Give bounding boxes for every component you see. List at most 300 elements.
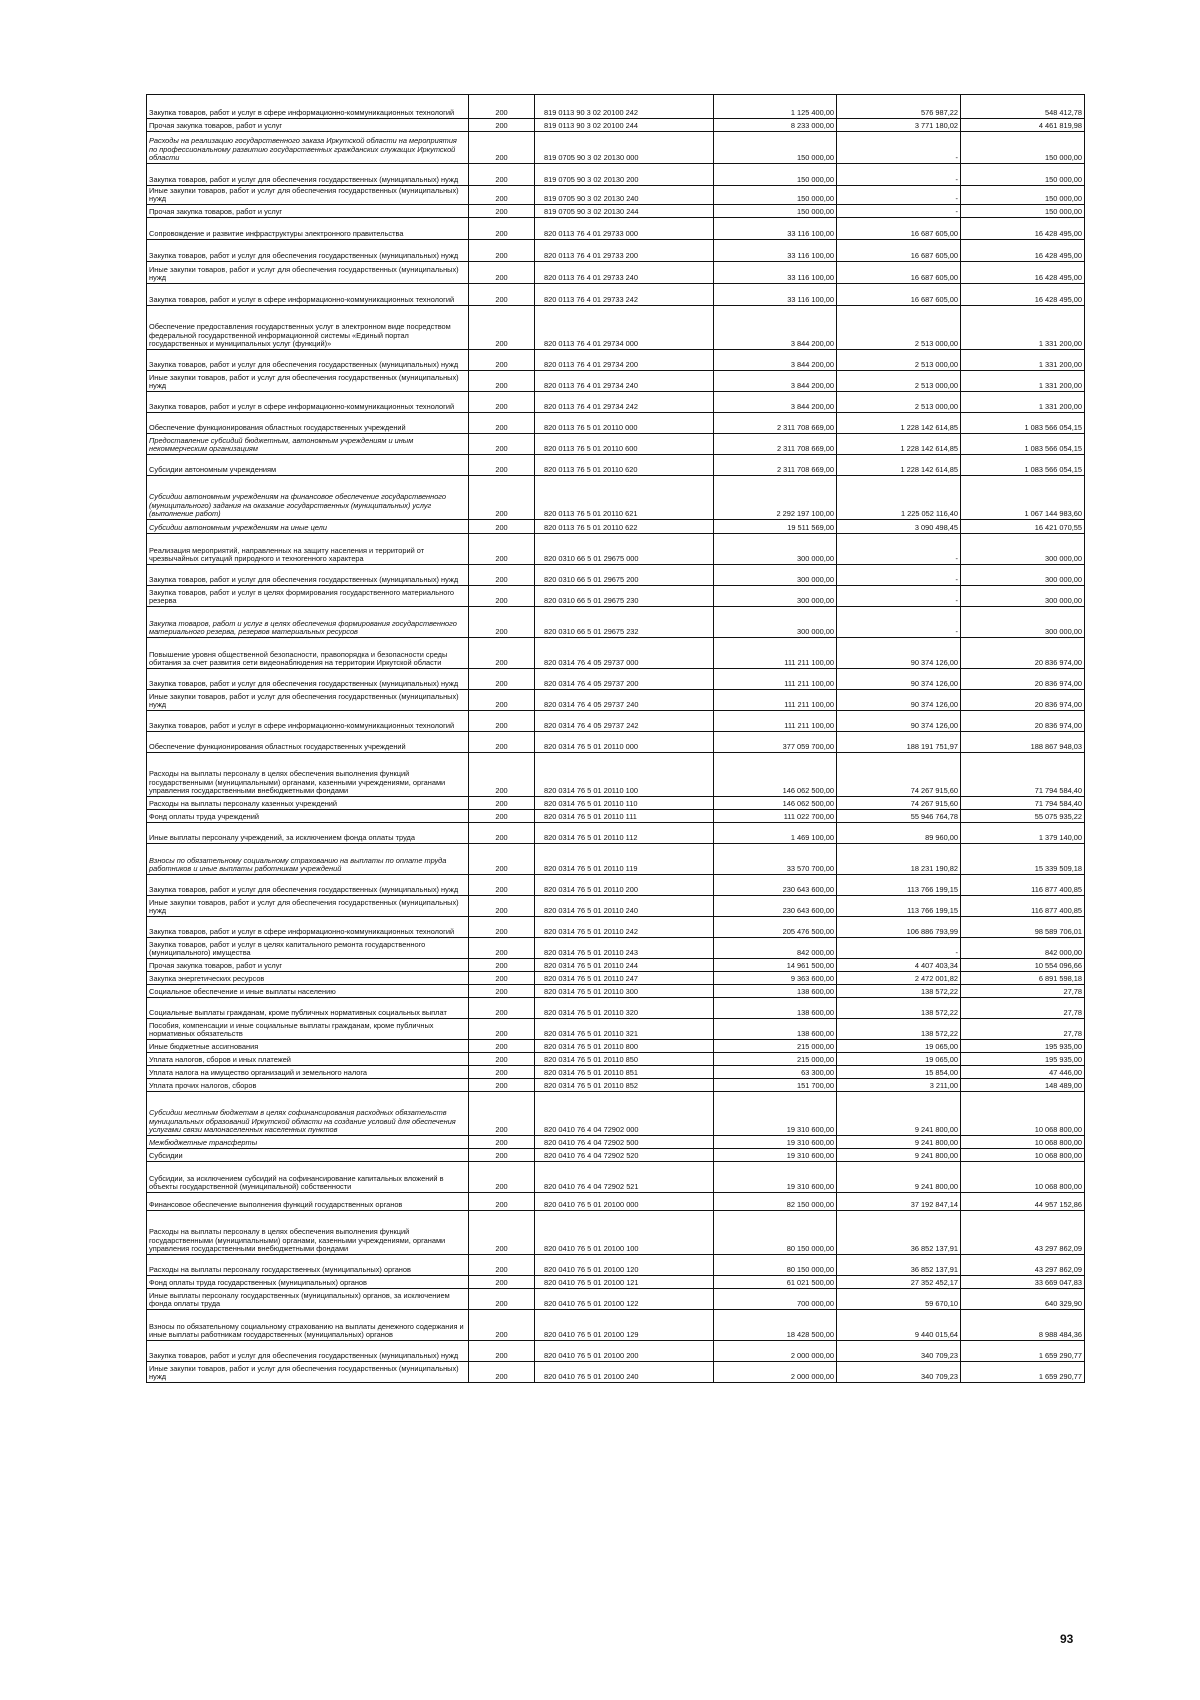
row-executed-cell: - (837, 186, 961, 205)
table-row (147, 1341, 1085, 1362)
row-code-cell: 200 (469, 119, 535, 132)
row-code-cell: 200 (469, 875, 535, 896)
row-name-cell: Обеспечение функционирования областных государственных учреждений (147, 413, 469, 434)
row-name-cell: Закупка товаров, работ и услуг для обеспечения государственных (муниципальных) нужд (147, 565, 469, 586)
table-row (147, 392, 1085, 413)
table-row (147, 844, 1085, 875)
row-executed-cell: 1 228 142 614,85 (837, 413, 961, 434)
row-executed-cell: - (837, 164, 961, 186)
row-remainder-cell: 16 428 495,00 (961, 262, 1085, 284)
row-classification-cell: 820 0113 76 5 01 20110 622 (535, 520, 714, 534)
row-classification-cell: 820 0314 76 5 01 20110 112 (535, 823, 714, 844)
table-row (147, 917, 1085, 938)
row-code-cell: 200 (469, 1040, 535, 1053)
row-name-cell: Фонд оплаты труда государственных (муниципальных) органов (147, 1276, 469, 1289)
row-code-cell: 200 (469, 844, 535, 875)
row-executed-cell: 138 572,22 (837, 998, 961, 1019)
row-classification-cell: 820 0113 76 4 01 29733 240 (535, 262, 714, 284)
row-name-cell: Уплата прочих налогов, сборов (147, 1079, 469, 1092)
row-code-cell: 200 (469, 1149, 535, 1162)
row-classification-cell: 820 0314 76 5 01 20110 852 (535, 1079, 714, 1092)
row-name-cell: Предоставление субсидий бюджетным, автономным учреждениям и иным некоммерческим организациям (147, 434, 469, 455)
row-name-cell: Закупка товаров, работ и услуг в целях формирования государственного материального резерва (147, 586, 469, 607)
row-remainder-cell: 300 000,00 (961, 586, 1085, 607)
table-row (147, 186, 1085, 205)
table-row (147, 413, 1085, 434)
row-code-cell: 200 (469, 218, 535, 240)
row-classification-cell: 820 0310 66 5 01 29675 232 (535, 607, 714, 638)
row-name-cell: Иные закупки товаров, работ и услуг для обеспечения государственных (муниципальных) нужд (147, 896, 469, 917)
row-approved-cell: 111 211 100,00 (714, 638, 837, 669)
row-approved-cell: 2 311 708 669,00 (714, 434, 837, 455)
row-code-cell: 200 (469, 1079, 535, 1092)
row-code-cell: 200 (469, 1211, 535, 1255)
row-approved-cell: 3 844 200,00 (714, 350, 837, 371)
row-code-cell: 200 (469, 753, 535, 797)
row-remainder-cell: 1 331 200,00 (961, 350, 1085, 371)
row-remainder-cell: 1 083 566 054,15 (961, 434, 1085, 455)
row-remainder-cell: 195 935,00 (961, 1053, 1085, 1066)
row-classification-cell: 820 0310 66 5 01 29675 230 (535, 586, 714, 607)
table-row (147, 797, 1085, 810)
row-code-cell: 200 (469, 1136, 535, 1149)
row-remainder-cell: 1 067 144 983,60 (961, 476, 1085, 520)
row-name-cell: Взносы по обязательному социальному страхованию на выплаты по оплате труда работников и иные выплаты работникам учреждений (147, 844, 469, 875)
table-row (147, 95, 1085, 119)
row-approved-cell: 215 000,00 (714, 1053, 837, 1066)
row-code-cell: 200 (469, 565, 535, 586)
table-row (147, 896, 1085, 917)
row-approved-cell: 300 000,00 (714, 534, 837, 565)
row-remainder-cell: 10 554 096,66 (961, 959, 1085, 972)
row-approved-cell: 151 700,00 (714, 1079, 837, 1092)
row-approved-cell: 2 292 197 100,00 (714, 476, 837, 520)
row-classification-cell: 820 0314 76 5 01 20110 243 (535, 938, 714, 959)
row-classification-cell: 820 0314 76 5 01 20110 100 (535, 753, 714, 797)
row-code-cell: 200 (469, 669, 535, 690)
row-classification-cell: 820 0113 76 4 01 29733 200 (535, 240, 714, 262)
row-remainder-cell: 16 428 495,00 (961, 218, 1085, 240)
row-approved-cell: 111 211 100,00 (714, 690, 837, 711)
row-approved-cell: 150 000,00 (714, 186, 837, 205)
row-executed-cell: 3 090 498,45 (837, 520, 961, 534)
row-executed-cell: 2 513 000,00 (837, 371, 961, 392)
row-name-cell: Закупка товаров, работ и услуг для обеспечения государственных (муниципальных) нужд (147, 350, 469, 371)
row-executed-cell: 1 228 142 614,85 (837, 434, 961, 455)
row-executed-cell: 74 267 915,60 (837, 797, 961, 810)
row-remainder-cell: 10 068 800,00 (961, 1092, 1085, 1136)
table-row (147, 520, 1085, 534)
row-classification-cell: 820 0113 76 5 01 20110 620 (535, 455, 714, 476)
row-name-cell: Межбюджетные трансферты (147, 1136, 469, 1149)
table-row (147, 1079, 1085, 1092)
row-classification-cell: 820 0314 76 5 01 20110 111 (535, 810, 714, 823)
row-code-cell: 200 (469, 534, 535, 565)
row-executed-cell: 2 513 000,00 (837, 306, 961, 350)
row-classification-cell: 820 0314 76 5 01 20110 240 (535, 896, 714, 917)
row-classification-cell: 820 0314 76 5 01 20110 850 (535, 1053, 714, 1066)
row-executed-cell: 90 374 126,00 (837, 638, 961, 669)
row-remainder-cell: 188 867 948,03 (961, 732, 1085, 753)
row-classification-cell: 820 0314 76 5 01 20110 000 (535, 732, 714, 753)
budget-table (146, 94, 1085, 1383)
row-approved-cell: 61 021 500,00 (714, 1276, 837, 1289)
row-approved-cell: 33 116 100,00 (714, 262, 837, 284)
row-remainder-cell: 148 489,00 (961, 1079, 1085, 1092)
row-executed-cell: 113 766 199,15 (837, 896, 961, 917)
row-remainder-cell: 10 068 800,00 (961, 1149, 1085, 1162)
row-executed-cell: 16 687 605,00 (837, 284, 961, 306)
row-executed-cell: 576 987,22 (837, 95, 961, 119)
row-approved-cell: 377 059 700,00 (714, 732, 837, 753)
row-remainder-cell: 20 836 974,00 (961, 711, 1085, 732)
row-name-cell: Закупка товаров, работ и услуг в сфере информационно-коммуникационных технологий (147, 95, 469, 119)
table-row (147, 1066, 1085, 1079)
row-executed-cell: 27 352 452,17 (837, 1276, 961, 1289)
row-remainder-cell: 150 000,00 (961, 186, 1085, 205)
row-approved-cell: 2 000 000,00 (714, 1362, 837, 1383)
row-executed-cell: - (837, 938, 961, 959)
row-executed-cell: 16 687 605,00 (837, 240, 961, 262)
row-classification-cell: 820 0113 76 4 01 29734 200 (535, 350, 714, 371)
table-row (147, 240, 1085, 262)
row-remainder-cell: 116 877 400,85 (961, 896, 1085, 917)
row-code-cell: 200 (469, 392, 535, 413)
row-classification-cell: 820 0314 76 4 05 29737 242 (535, 711, 714, 732)
row-name-cell: Расходы на выплаты персоналу в целях обеспечения выполнения функций государственными (муниципальными) органами, казенными учреждениями, органами управления государственными внебюджетными фондами (147, 753, 469, 797)
row-remainder-cell: 640 329,90 (961, 1289, 1085, 1310)
table-row (147, 1310, 1085, 1341)
row-code-cell: 200 (469, 476, 535, 520)
row-classification-cell: 820 0314 76 5 01 20110 300 (535, 985, 714, 998)
row-approved-cell: 19 310 600,00 (714, 1092, 837, 1136)
row-code-cell: 200 (469, 972, 535, 985)
row-approved-cell: 80 150 000,00 (714, 1211, 837, 1255)
row-remainder-cell: 300 000,00 (961, 565, 1085, 586)
row-code-cell: 200 (469, 607, 535, 638)
row-executed-cell: 1 225 052 116,40 (837, 476, 961, 520)
row-executed-cell: 19 065,00 (837, 1040, 961, 1053)
row-code-cell: 200 (469, 306, 535, 350)
row-approved-cell: 138 600,00 (714, 985, 837, 998)
row-approved-cell: 63 300,00 (714, 1066, 837, 1079)
row-approved-cell: 3 844 200,00 (714, 306, 837, 350)
row-executed-cell: - (837, 132, 961, 164)
row-classification-cell: 819 0705 90 3 02 20130 240 (535, 186, 714, 205)
table-row (147, 262, 1085, 284)
row-name-cell: Закупка товаров, работ и услуг в сфере информационно-коммуникационных технологий (147, 917, 469, 938)
row-approved-cell: 150 000,00 (714, 132, 837, 164)
row-classification-cell: 819 0705 90 3 02 20130 000 (535, 132, 714, 164)
row-name-cell: Субсидии, за исключением субсидий на софинансирование капитальных вложений в объекты государственной (муниципальной) собственности (147, 1162, 469, 1193)
row-code-cell: 200 (469, 240, 535, 262)
row-classification-cell: 820 0410 76 5 01 20100 121 (535, 1276, 714, 1289)
row-code-cell: 200 (469, 1193, 535, 1211)
row-remainder-cell: 1 659 290,77 (961, 1362, 1085, 1383)
row-remainder-cell: 20 836 974,00 (961, 638, 1085, 669)
row-executed-cell: 36 852 137,91 (837, 1255, 961, 1276)
row-remainder-cell: 44 957 152,86 (961, 1193, 1085, 1211)
row-classification-cell: 820 0410 76 5 01 20100 240 (535, 1362, 714, 1383)
row-code-cell: 200 (469, 1310, 535, 1341)
row-code-cell: 200 (469, 164, 535, 186)
row-approved-cell: 33 116 100,00 (714, 284, 837, 306)
row-remainder-cell: 43 297 862,09 (961, 1255, 1085, 1276)
row-approved-cell: 146 062 500,00 (714, 797, 837, 810)
row-approved-cell: 33 116 100,00 (714, 240, 837, 262)
row-executed-cell: - (837, 205, 961, 218)
table-row (147, 586, 1085, 607)
row-remainder-cell: 27,78 (961, 998, 1085, 1019)
row-classification-cell: 820 0113 76 4 01 29733 000 (535, 218, 714, 240)
row-approved-cell: 111 211 100,00 (714, 669, 837, 690)
row-code-cell: 200 (469, 586, 535, 607)
row-executed-cell: 9 241 800,00 (837, 1149, 961, 1162)
row-approved-cell: 111 211 100,00 (714, 711, 837, 732)
table-row (147, 1136, 1085, 1149)
row-code-cell: 200 (469, 186, 535, 205)
row-classification-cell: 820 0410 76 5 01 20100 120 (535, 1255, 714, 1276)
row-executed-cell: 340 709,23 (837, 1341, 961, 1362)
row-approved-cell: 1 469 100,00 (714, 823, 837, 844)
row-approved-cell: 82 150 000,00 (714, 1193, 837, 1211)
row-code-cell: 200 (469, 371, 535, 392)
row-approved-cell: 2 311 708 669,00 (714, 413, 837, 434)
row-name-cell: Закупка товаров, работ и услуг в сфере информационно-коммуникационных технологий (147, 711, 469, 732)
row-code-cell: 200 (469, 732, 535, 753)
row-name-cell: Закупка товаров, работ и услуг для обеспечения государственных (муниципальных) нужд (147, 875, 469, 896)
row-remainder-cell: 1 083 566 054,15 (961, 455, 1085, 476)
row-classification-cell: 820 0410 76 4 04 72902 500 (535, 1136, 714, 1149)
row-name-cell: Закупка товаров, работ и услуг для обеспечения государственных (муниципальных) нужд (147, 669, 469, 690)
row-approved-cell: 138 600,00 (714, 1019, 837, 1040)
row-remainder-cell: 548 412,78 (961, 95, 1085, 119)
row-remainder-cell: 27,78 (961, 985, 1085, 998)
row-approved-cell: 19 310 600,00 (714, 1162, 837, 1193)
row-approved-cell: 33 570 700,00 (714, 844, 837, 875)
row-name-cell: Иные закупки товаров, работ и услуг для обеспечения государственных (муниципальных) нужд (147, 690, 469, 711)
row-name-cell: Социальное обеспечение и иные выплаты населению (147, 985, 469, 998)
table-row (147, 972, 1085, 985)
row-name-cell: Закупка товаров, работ и услуг для обеспечения государственных (муниципальных) нужд (147, 240, 469, 262)
row-classification-cell: 820 0314 76 4 05 29737 200 (535, 669, 714, 690)
row-approved-cell: 300 000,00 (714, 586, 837, 607)
row-classification-cell: 820 0410 76 4 04 72902 521 (535, 1162, 714, 1193)
row-executed-cell: 59 670,10 (837, 1289, 961, 1310)
row-executed-cell: 89 960,00 (837, 823, 961, 844)
table-row (147, 476, 1085, 520)
row-name-cell: Иные выплаты персоналу государственных (муниципальных) органов, за исключением фонда оплаты труда (147, 1289, 469, 1310)
table-row (147, 1092, 1085, 1136)
row-name-cell: Иные закупки товаров, работ и услуг для обеспечения государственных (муниципальных) нужд (147, 262, 469, 284)
row-approved-cell: 9 363 600,00 (714, 972, 837, 985)
row-executed-cell: 9 241 800,00 (837, 1136, 961, 1149)
row-executed-cell: 18 231 190,82 (837, 844, 961, 875)
row-remainder-cell: 195 935,00 (961, 1040, 1085, 1053)
table-row (147, 534, 1085, 565)
row-name-cell: Прочая закупка товаров, работ и услуг (147, 959, 469, 972)
row-remainder-cell: 27,78 (961, 1019, 1085, 1040)
row-remainder-cell: 20 836 974,00 (961, 669, 1085, 690)
row-approved-cell: 146 062 500,00 (714, 753, 837, 797)
row-executed-cell: 138 572,22 (837, 985, 961, 998)
row-remainder-cell: 1 379 140,00 (961, 823, 1085, 844)
row-name-cell: Расходы на выплаты персоналу государственных (муниципальных) органов (147, 1255, 469, 1276)
table-row (147, 565, 1085, 586)
row-code-cell: 200 (469, 413, 535, 434)
row-code-cell: 200 (469, 985, 535, 998)
row-approved-cell: 19 310 600,00 (714, 1136, 837, 1149)
row-approved-cell: 300 000,00 (714, 607, 837, 638)
row-code-cell: 200 (469, 638, 535, 669)
row-executed-cell: 15 854,00 (837, 1066, 961, 1079)
row-name-cell: Расходы на выплаты персоналу в целях обеспечения выполнения функций государственными (муниципальными) органами, казенными учреждениями, органами управления государственными внебюджетными фондами (147, 1211, 469, 1255)
row-name-cell: Закупка энергетических ресурсов (147, 972, 469, 985)
row-name-cell: Расходы на реализацию государственного заказа Иркутской области на мероприятия по профессиональному развитию государственных гражданских служащих Иркутской области (147, 132, 469, 164)
row-classification-cell: 820 0113 76 5 01 20110 600 (535, 434, 714, 455)
row-remainder-cell: 71 794 584,40 (961, 753, 1085, 797)
row-executed-cell: - (837, 586, 961, 607)
row-approved-cell: 205 476 500,00 (714, 917, 837, 938)
row-approved-cell: 33 116 100,00 (714, 218, 837, 240)
row-classification-cell: 820 0113 76 4 01 29734 240 (535, 371, 714, 392)
table-row (147, 1193, 1085, 1211)
row-approved-cell: 18 428 500,00 (714, 1310, 837, 1341)
table-row (147, 1211, 1085, 1255)
table-row (147, 938, 1085, 959)
row-remainder-cell: 10 068 800,00 (961, 1162, 1085, 1193)
row-classification-cell: 820 0410 76 5 01 20100 100 (535, 1211, 714, 1255)
row-approved-cell: 700 000,00 (714, 1289, 837, 1310)
row-executed-cell: 340 709,23 (837, 1362, 961, 1383)
row-remainder-cell: 1 659 290,77 (961, 1341, 1085, 1362)
row-classification-cell: 820 0113 76 5 01 20110 621 (535, 476, 714, 520)
row-code-cell: 200 (469, 1289, 535, 1310)
table-row (147, 711, 1085, 732)
row-remainder-cell: 15 339 509,18 (961, 844, 1085, 875)
row-name-cell: Иные выплаты персоналу учреждений, за исключением фонда оплаты труда (147, 823, 469, 844)
table-row (147, 690, 1085, 711)
row-executed-cell: 74 267 915,60 (837, 753, 961, 797)
row-approved-cell: 80 150 000,00 (714, 1255, 837, 1276)
table-row (147, 350, 1085, 371)
row-remainder-cell: 8 988 484,36 (961, 1310, 1085, 1341)
row-name-cell: Иные закупки товаров, работ и услуг для обеспечения государственных (муниципальных) нужд (147, 371, 469, 392)
table-row (147, 455, 1085, 476)
row-classification-cell: 820 0314 76 5 01 20110 119 (535, 844, 714, 875)
row-remainder-cell: 4 461 819,98 (961, 119, 1085, 132)
row-remainder-cell: 1 331 200,00 (961, 371, 1085, 392)
table-row (147, 132, 1085, 164)
row-code-cell: 200 (469, 1362, 535, 1383)
row-classification-cell: 820 0314 76 5 01 20110 247 (535, 972, 714, 985)
row-remainder-cell: 98 589 706,01 (961, 917, 1085, 938)
row-executed-cell: 4 407 403,34 (837, 959, 961, 972)
row-name-cell: Взносы по обязательному социальному страхованию на выплаты денежного содержания и иные выплаты работникам государственных (муниципальных) органов (147, 1310, 469, 1341)
table-row (147, 1149, 1085, 1162)
table-row (147, 1053, 1085, 1066)
row-name-cell: Расходы на выплаты персоналу казенных учреждений (147, 797, 469, 810)
row-executed-cell: 37 192 847,14 (837, 1193, 961, 1211)
row-approved-cell: 14 961 500,00 (714, 959, 837, 972)
row-executed-cell: 138 572,22 (837, 1019, 961, 1040)
row-executed-cell: 9 241 800,00 (837, 1162, 961, 1193)
row-executed-cell: - (837, 565, 961, 586)
row-name-cell: Закупка товаров, работ и услуг в целях капитального ремонта государственного (муниципального) имущества (147, 938, 469, 959)
table-row (147, 998, 1085, 1019)
row-code-cell: 200 (469, 520, 535, 534)
row-name-cell: Прочая закупка товаров, работ и услуг (147, 205, 469, 218)
budget-table-sheet (146, 94, 1084, 1383)
row-executed-cell: 1 228 142 614,85 (837, 455, 961, 476)
row-remainder-cell: 43 297 862,09 (961, 1211, 1085, 1255)
row-code-cell: 200 (469, 823, 535, 844)
row-name-cell: Закупка товаров, работ и услуг для обеспечения государственных (муниципальных) нужд (147, 1341, 469, 1362)
row-remainder-cell: 150 000,00 (961, 164, 1085, 186)
table-row (147, 638, 1085, 669)
row-code-cell: 200 (469, 1092, 535, 1136)
row-code-cell: 200 (469, 262, 535, 284)
row-remainder-cell: 150 000,00 (961, 132, 1085, 164)
row-name-cell: Обеспечение функционирования областных государственных учреждений (147, 732, 469, 753)
row-executed-cell: 9 241 800,00 (837, 1092, 961, 1136)
row-code-cell: 200 (469, 95, 535, 119)
row-approved-cell: 230 643 600,00 (714, 875, 837, 896)
row-name-cell: Повышение уровня общественной безопасности, правопорядка и безопасности среды обитания за счет развития сети видеонаблюдения на территории Иркутской области (147, 638, 469, 669)
row-approved-cell: 3 844 200,00 (714, 392, 837, 413)
table-row (147, 434, 1085, 455)
row-code-cell: 200 (469, 1255, 535, 1276)
row-name-cell: Иные закупки товаров, работ и услуг для обеспечения государственных (муниципальных) нужд (147, 186, 469, 205)
row-remainder-cell: 1 331 200,00 (961, 392, 1085, 413)
row-name-cell: Обеспечение предоставления государственных услуг в электронном виде посредством федеральной государственной информационной системы «Единый портал государственных и муниципальных услуг (функций)» (147, 306, 469, 350)
row-classification-cell: 820 0410 76 5 01 20100 129 (535, 1310, 714, 1341)
row-remainder-cell: 33 669 047,83 (961, 1276, 1085, 1289)
row-approved-cell: 215 000,00 (714, 1040, 837, 1053)
row-executed-cell: 2 472 001,82 (837, 972, 961, 985)
row-name-cell: Уплата налога на имущество организаций и земельного налога (147, 1066, 469, 1079)
table-row (147, 119, 1085, 132)
row-executed-cell: 90 374 126,00 (837, 711, 961, 732)
table-row (147, 1255, 1085, 1276)
row-code-cell: 200 (469, 1066, 535, 1079)
row-executed-cell: 55 946 764,78 (837, 810, 961, 823)
row-classification-cell: 820 0410 76 4 04 72902 000 (535, 1092, 714, 1136)
row-executed-cell: 36 852 137,91 (837, 1211, 961, 1255)
row-code-cell: 200 (469, 998, 535, 1019)
table-row (147, 753, 1085, 797)
row-approved-cell: 111 022 700,00 (714, 810, 837, 823)
table-row (147, 669, 1085, 690)
row-executed-cell: 19 065,00 (837, 1053, 961, 1066)
row-approved-cell: 1 125 400,00 (714, 95, 837, 119)
row-name-cell: Социальные выплаты гражданам, кроме публичных нормативных социальных выплат (147, 998, 469, 1019)
row-remainder-cell: 16 428 495,00 (961, 240, 1085, 262)
row-classification-cell: 820 0113 76 5 01 20110 000 (535, 413, 714, 434)
row-name-cell: Пособия, компенсации и иные социальные выплаты гражданам, кроме публичных нормативных обязательств (147, 1019, 469, 1040)
row-classification-cell: 820 0314 76 5 01 20110 851 (535, 1066, 714, 1079)
table-row (147, 810, 1085, 823)
row-name-cell: Субсидии местным бюджетам в целях софинансирования расходных обязательств муниципальных образований Иркутской области на создание условий для обеспечения услугами связи малонаселенных населенных пунктов (147, 1092, 469, 1136)
row-name-cell: Субсидии автономным учреждениям на иные цели (147, 520, 469, 534)
row-classification-cell: 820 0314 76 5 01 20110 800 (535, 1040, 714, 1053)
row-executed-cell: 2 513 000,00 (837, 350, 961, 371)
row-code-cell: 200 (469, 896, 535, 917)
row-code-cell: 200 (469, 434, 535, 455)
row-name-cell: Финансовое обеспечение выполнения функций государственных органов (147, 1193, 469, 1211)
row-classification-cell: 819 0113 90 3 02 20100 242 (535, 95, 714, 119)
row-code-cell: 200 (469, 711, 535, 732)
